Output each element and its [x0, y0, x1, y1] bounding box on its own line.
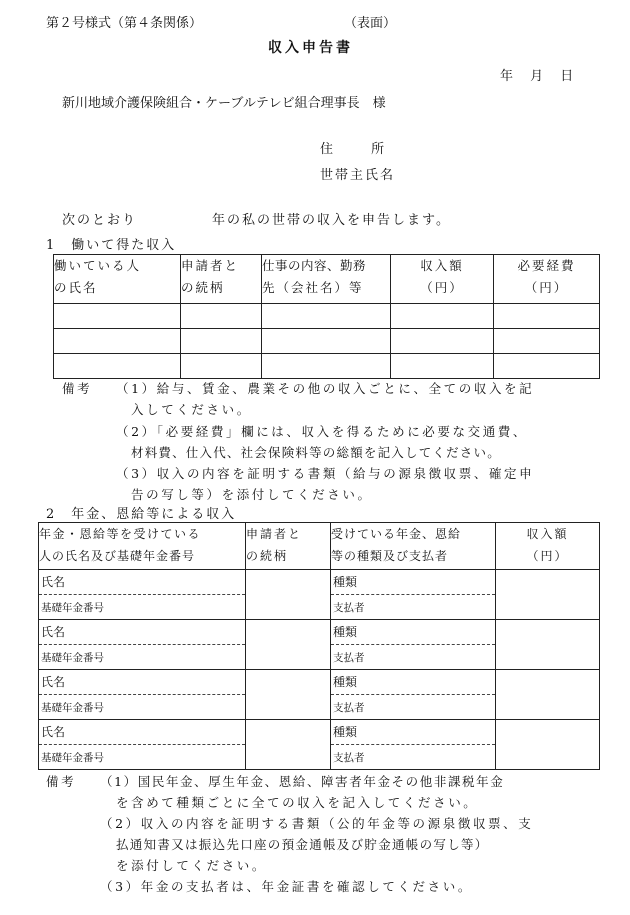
income-cell[interactable] — [496, 670, 600, 720]
table-row — [39, 570, 600, 620]
input-cell[interactable] — [181, 329, 262, 354]
type-field[interactable]: 種類 — [331, 620, 495, 645]
note2-2c: を添付してください。 — [116, 858, 268, 873]
note1-3b: 告の写し等）を添付してください。 — [131, 487, 373, 502]
input-cell[interactable] — [391, 354, 494, 379]
type-payer-cell[interactable] — [331, 720, 496, 770]
name-pension-cell[interactable] — [39, 670, 246, 720]
payer-field[interactable]: 支払者 — [333, 702, 365, 714]
name-field[interactable]: 氏名 — [39, 570, 245, 595]
name-field[interactable]: 氏名 — [39, 720, 245, 745]
col-pension-income-header: 収入額 （円） — [496, 523, 600, 570]
pension-number-field[interactable]: 基礎年金番号 — [41, 752, 104, 764]
name-field[interactable]: 氏名 — [39, 620, 245, 645]
payer-field[interactable]: 支払者 — [333, 602, 365, 614]
intro-text: 次のとおり 年の私の世帯の収入を申告します。 — [62, 213, 451, 228]
relation-cell[interactable] — [246, 620, 331, 670]
table-row — [39, 670, 600, 720]
income-cell[interactable] — [496, 620, 600, 670]
note1-1a: （1）給与、賃金、農業その他の収入ごとに、全ての収入を記 — [116, 381, 535, 396]
note2-1a: （1）国民年金、厚生年金、恩給、障害者年金その他非課税年金 — [100, 774, 505, 789]
pension-income-table — [38, 522, 600, 770]
input-cell[interactable] — [54, 354, 181, 379]
name-pension-cell[interactable] — [39, 620, 246, 670]
section1-heading: 1 働いて得た収入 — [46, 238, 177, 253]
input-cell[interactable] — [391, 304, 494, 329]
side-label: （表面） — [344, 16, 397, 31]
note1-3a: （3）収入の内容を証明する書類（給与の源泉徴収票、確定申 — [116, 466, 535, 481]
input-cell[interactable] — [494, 354, 600, 379]
note2-3: （3）年金の支払者は、年金証書を確認してください。 — [100, 879, 473, 894]
note2-2b: 払通知書又は振込先口座の預金通帳及び貯金通帳の写し等） — [116, 837, 489, 852]
section2-heading: 2 年金、恩給等による収入 — [46, 507, 237, 522]
table-row — [54, 329, 600, 354]
type-field[interactable]: 種類 — [331, 720, 495, 745]
input-cell[interactable] — [181, 304, 262, 329]
col-pension-type-header: 受けている年金、恩給 等の種類及び支払者 — [331, 523, 496, 570]
note1-1b: 入してください。 — [131, 402, 252, 417]
income-cell[interactable] — [496, 570, 600, 620]
input-cell[interactable] — [262, 354, 391, 379]
input-cell[interactable] — [494, 304, 600, 329]
payer-field[interactable]: 支払者 — [333, 652, 365, 664]
type-payer-cell[interactable] — [331, 620, 496, 670]
col-pension-person-header: 年金・恩給等を受けている 人の氏名及び基礎年金番号 — [39, 523, 246, 570]
page-title: 収入申告書 — [268, 40, 353, 56]
col-name-header: 働いている人 の氏名 — [54, 255, 181, 304]
input-cell[interactable] — [54, 329, 181, 354]
note2-1b: を含めて種類ごとに全ての収入を記入してください。 — [116, 795, 479, 810]
householder-label: 世帯主氏名 — [320, 168, 396, 183]
relation-cell[interactable] — [246, 720, 331, 770]
col-expense-header: 必要経費 （円） — [494, 255, 600, 304]
table-row — [54, 304, 600, 329]
col-job-header: 仕事の内容、勤務 先（会社名）等 — [262, 255, 391, 304]
note1-2a: （2）「必要経費」欄には、収入を得るために必要な交通費、 — [116, 424, 529, 439]
relation-cell[interactable] — [246, 670, 331, 720]
relation-cell[interactable] — [246, 570, 331, 620]
address-label: 住 所 — [320, 142, 387, 157]
note1-2b: 材料費、仕入代、社会保険料等の総額を記入してください。 — [131, 445, 501, 460]
payer-field[interactable]: 支払者 — [333, 752, 365, 764]
col-relation-header: 申請者と の続柄 — [246, 523, 331, 570]
note2-2a: （2）収入の内容を証明する書類（公的年金等の源泉徴収票、支 — [100, 816, 534, 831]
table-row — [39, 620, 600, 670]
pension-number-field[interactable]: 基礎年金番号 — [41, 702, 104, 714]
input-cell[interactable] — [262, 329, 391, 354]
type-payer-cell[interactable] — [331, 570, 496, 620]
table-row — [39, 720, 600, 770]
input-cell[interactable] — [181, 354, 262, 379]
name-field[interactable]: 氏名 — [39, 670, 245, 695]
input-cell[interactable] — [54, 304, 181, 329]
pension-number-field[interactable]: 基礎年金番号 — [41, 602, 104, 614]
notes2-label: 備考 — [46, 774, 77, 789]
notes1-label: 備考 — [62, 381, 93, 396]
work-income-table — [53, 254, 600, 379]
table-row — [54, 354, 600, 379]
form-number: 第２号様式（第４条関係） — [46, 16, 203, 31]
type-field[interactable]: 種類 — [331, 670, 495, 695]
type-payer-cell[interactable] — [331, 670, 496, 720]
recipient: 新川地域介護保険組合・ケーブルテレビ組合理事長 様 — [62, 96, 386, 111]
name-pension-cell[interactable] — [39, 570, 246, 620]
date-line: 年 月 日 — [500, 69, 574, 84]
income-cell[interactable] — [496, 720, 600, 770]
type-field[interactable]: 種類 — [331, 570, 495, 595]
name-pension-cell[interactable] — [39, 720, 246, 770]
input-cell[interactable] — [391, 329, 494, 354]
input-cell[interactable] — [262, 304, 391, 329]
col-relation-header: 申請者と の続柄 — [181, 255, 262, 304]
col-income-header: 収入額 （円） — [391, 255, 494, 304]
pension-number-field[interactable]: 基礎年金番号 — [41, 652, 104, 664]
input-cell[interactable] — [494, 329, 600, 354]
